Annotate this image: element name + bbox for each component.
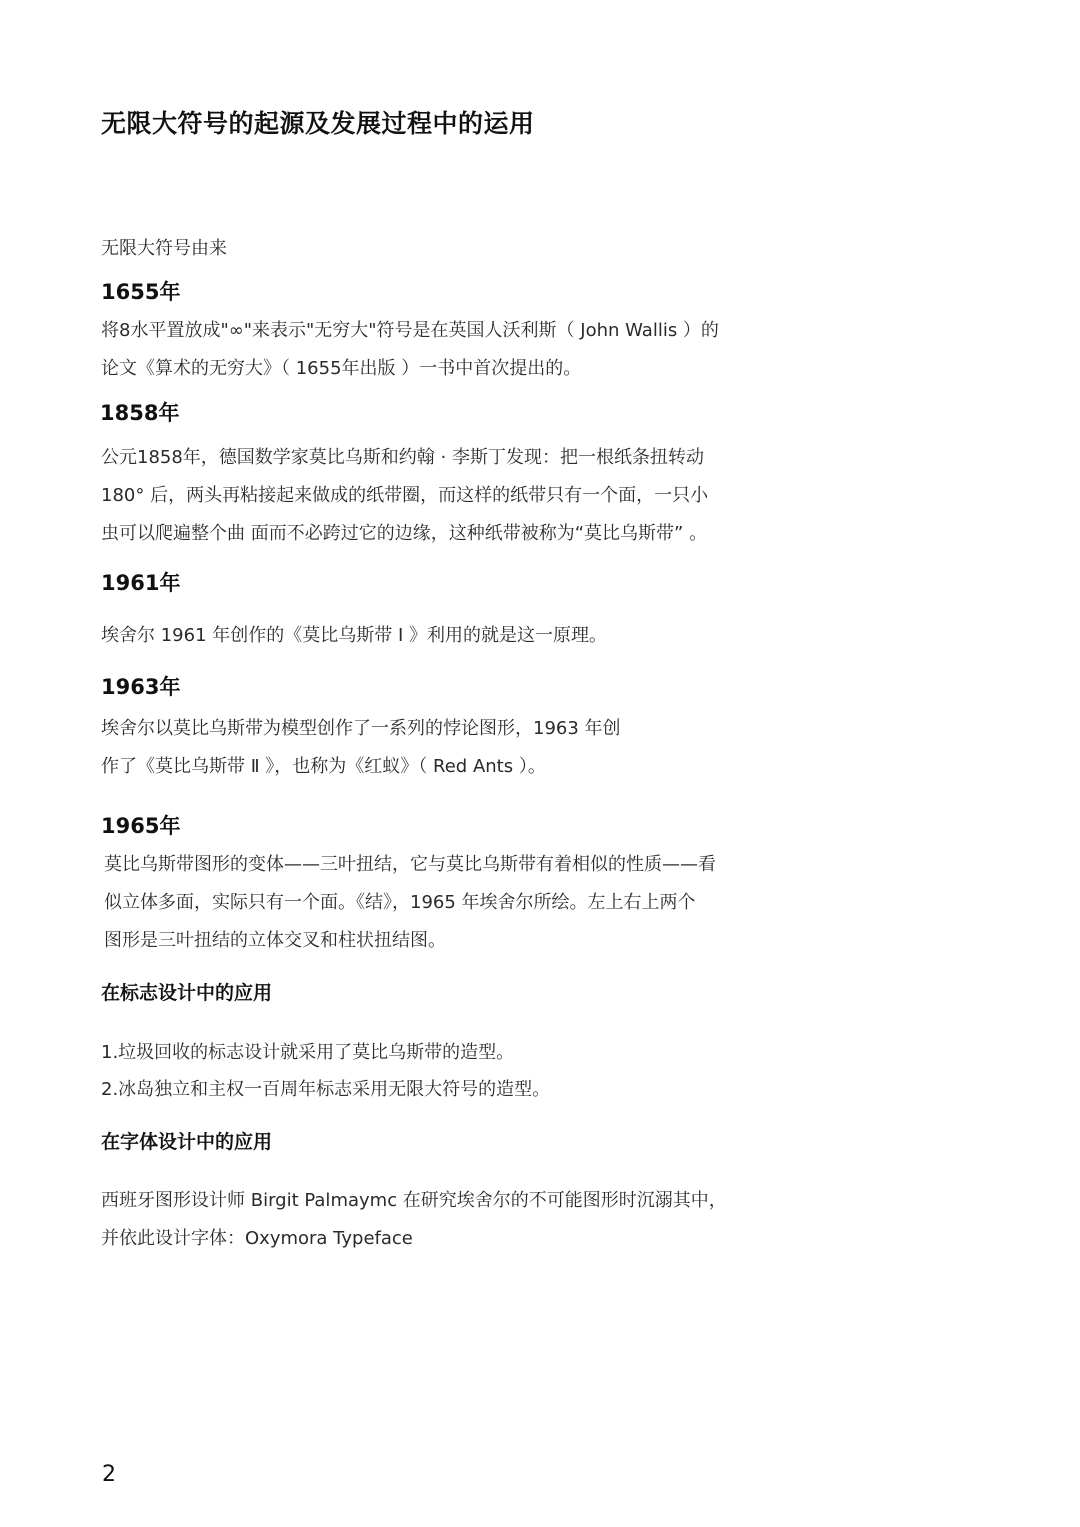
section-1858-line-3: 虫可以爬遍整个曲 面而不必跨过它的边缘，这种纸带被称为“莫比乌斯带” 。 xyxy=(101,523,708,544)
section-heading-1961: 1961年 xyxy=(101,571,181,595)
section-1961-line-1: 埃舍尔 1961 年创作的《莫比乌斯带 Ⅰ 》利用的就是这一原理。 xyxy=(101,625,608,646)
logo-section-line-2: 2.冰岛独立和主权一百周年标志采用无限大符号的造型。 xyxy=(101,1079,551,1100)
section-1858-line-1: 公元1858年，德国数学家莫比乌斯和约翰 · 李斯丁发现：把一根纸条扭转动 xyxy=(101,447,704,468)
logo-section-line-1: 1.垃圾回收的标志设计就采用了莫比乌斯带的造型。 xyxy=(101,1042,515,1063)
intro-label: 无限大符号由来 xyxy=(101,238,227,259)
section-1965-line-3: 图形是三叶扭结的立体交叉和柱状扭结图。 xyxy=(104,930,446,951)
section-heading-1858: 1858年 xyxy=(100,401,180,425)
section-1655-line-2: 论文《算术的无穷大》（ 1655年出版 ）一书中首次提出的。 xyxy=(101,358,582,379)
section-1963-line-1: 埃舍尔以莫比乌斯带为模型创作了一系列的悖论图形，1963 年创 xyxy=(101,718,621,739)
section-1965-line-2: 似立体多面，实际只有一个面。《结》，1965 年埃舍尔所绘。左上右上两个 xyxy=(104,892,696,913)
section-1963-line-2: 作了《莫比乌斯带 Ⅱ 》，也称为《红蚁》（ Red Ants ）。 xyxy=(101,756,546,777)
section-1965-line-1: 莫比乌斯带图形的变体——三叶扭结，它与莫比乌斯带有着相似的性质——看 xyxy=(104,854,716,875)
page-number: 2 xyxy=(102,1462,116,1487)
font-section-heading: 在字体设计中的应用 xyxy=(101,1131,273,1153)
section-heading-1655: 1655年 xyxy=(101,280,181,304)
font-section-line-2: 并依此设计字体：Oxymora Typeface xyxy=(101,1228,413,1249)
font-section-line-1: 西班牙图形设计师 Birgit Palmaymc 在研究埃舍尔的不可能图形时沉溺其中， xyxy=(101,1190,727,1211)
logo-section-heading: 在标志设计中的应用 xyxy=(101,982,273,1004)
section-heading-1963: 1963年 xyxy=(101,675,181,699)
page-title: 无限大符号的起源及发展过程中的运用 xyxy=(101,109,535,138)
section-heading-1965: 1965年 xyxy=(101,814,181,838)
section-1858-line-2: 180° 后，两头再粘接起来做成的纸带圈，而这样的纸带只有一个面，一只小 xyxy=(101,485,709,506)
section-1655-line-1: 将8水平置放成"∞"来表示"无穷大"符号是在英国人沃利斯（ John Wallis ）的 xyxy=(101,320,719,341)
